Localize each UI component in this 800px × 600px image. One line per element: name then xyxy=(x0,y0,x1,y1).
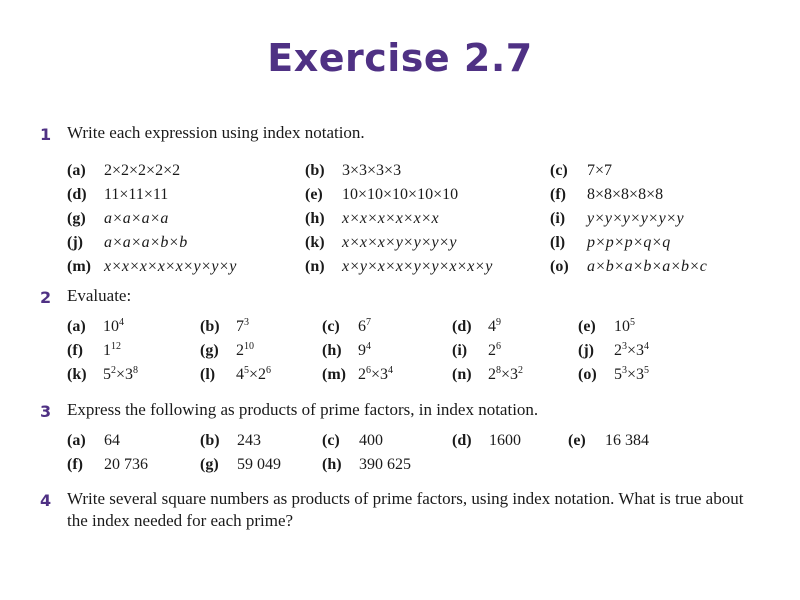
item-power-expression xyxy=(614,342,649,360)
exercise-item xyxy=(200,318,249,336)
power-base: 6 xyxy=(358,318,366,335)
item-expression: 2×2×2×2×2 xyxy=(104,162,181,179)
exercise-item xyxy=(550,210,684,228)
item-expression: x×x×x×y×y×y×y xyxy=(342,234,457,251)
exercise-item xyxy=(200,456,281,474)
exercise-item xyxy=(67,186,168,204)
item-label: (a) xyxy=(67,432,86,449)
item-power-expression xyxy=(488,318,501,336)
exercise-item xyxy=(452,432,521,450)
power-exponent: 2 xyxy=(111,365,116,376)
item-expression: x×x×x×x×x×x xyxy=(342,210,439,227)
power-exponent: 5 xyxy=(630,317,635,328)
power-exponent: 10 xyxy=(244,341,254,352)
exercise-item xyxy=(305,186,458,204)
item-number: 20 736 xyxy=(104,456,148,473)
times-sign: × xyxy=(627,366,637,383)
item-label: (g) xyxy=(200,456,219,473)
item-power-expression xyxy=(358,342,371,360)
page-title: Exercise 2.7 xyxy=(267,36,533,80)
power-exponent: 4 xyxy=(388,365,394,376)
item-expression: a×a×a×a xyxy=(104,210,169,227)
item-number: 16 384 xyxy=(605,432,649,449)
power-base: 1 xyxy=(103,342,111,359)
power-base: 4 xyxy=(236,366,244,383)
item-power-expression xyxy=(103,318,124,336)
item-label: (c) xyxy=(550,162,568,179)
item-label: (j) xyxy=(578,342,594,359)
item-label: (e) xyxy=(578,318,596,335)
item-label: (k) xyxy=(67,366,87,383)
item-power-expression xyxy=(236,342,254,360)
exercise-item xyxy=(305,258,492,276)
question-4-number: 4 xyxy=(40,491,52,510)
item-number: 390 625 xyxy=(359,456,411,473)
item-number: 243 xyxy=(237,432,261,449)
item-power-expression xyxy=(488,342,501,360)
exercise-item xyxy=(67,366,138,384)
item-number: 64 xyxy=(104,432,120,449)
item-power-expression xyxy=(236,366,271,384)
item-label: (a) xyxy=(67,318,86,335)
exercise-item xyxy=(67,234,187,252)
item-expression: x×x×x×x×x×y×y×y xyxy=(104,258,237,275)
exercise-item xyxy=(578,318,635,336)
item-label: (i) xyxy=(452,342,468,359)
exercise-item xyxy=(568,432,649,450)
power-base: 9 xyxy=(358,342,366,359)
power-base: 2 xyxy=(258,366,267,383)
exercise-item xyxy=(550,162,612,180)
item-label: (h) xyxy=(322,342,342,359)
power-base: 2 xyxy=(236,342,244,359)
item-power-expression xyxy=(358,366,393,384)
power-base: 3 xyxy=(510,366,519,383)
item-label: (h) xyxy=(322,456,342,473)
item-label: (l) xyxy=(200,366,216,383)
item-expression: 7×7 xyxy=(587,162,613,179)
power-exponent: 9 xyxy=(496,317,501,328)
item-label: (d) xyxy=(67,186,87,203)
item-expression: p×p×p×q×q xyxy=(587,234,671,251)
power-base: 2 xyxy=(488,366,496,383)
power-exponent: 7 xyxy=(366,317,371,328)
exercise-item xyxy=(550,186,663,204)
power-exponent: 3 xyxy=(622,365,627,376)
item-label: (a) xyxy=(67,162,86,179)
power-base: 2 xyxy=(488,342,496,359)
exercise-item xyxy=(67,342,121,360)
times-sign: × xyxy=(116,366,126,383)
item-label: (d) xyxy=(452,432,472,449)
power-exponent: 3 xyxy=(244,317,249,328)
exercise-item xyxy=(322,318,371,336)
power-exponent: 2 xyxy=(518,365,524,376)
item-label: (b) xyxy=(305,162,325,179)
exercise-item xyxy=(578,342,649,360)
item-expression: a×b×a×b×a×b×c xyxy=(587,258,707,275)
item-power-expression xyxy=(358,318,371,336)
item-label: (c) xyxy=(322,318,340,335)
exercise-item xyxy=(305,162,401,180)
exercise-item xyxy=(322,456,411,474)
exercise-item xyxy=(322,366,393,384)
item-label: (o) xyxy=(578,366,597,383)
question-4-text: Write several square numbers as products of prime factors, using index notation. What is true about the index needed for each prime? xyxy=(67,489,744,530)
power-exponent: 6 xyxy=(496,341,501,352)
exercise-item xyxy=(578,366,649,384)
item-power-expression xyxy=(236,318,249,336)
item-label: (e) xyxy=(305,186,323,203)
times-sign: × xyxy=(371,366,381,383)
item-label: (o) xyxy=(550,258,569,275)
power-base: 3 xyxy=(380,366,389,383)
power-exponent: 6 xyxy=(366,365,371,376)
exercise-item xyxy=(452,318,501,336)
exercise-item xyxy=(305,210,439,228)
exercise-item xyxy=(67,456,148,474)
question-1-number: 1 xyxy=(40,125,52,144)
item-label: (l) xyxy=(550,234,566,251)
item-label: (m) xyxy=(322,366,346,383)
item-expression: a×a×a×b×b xyxy=(104,234,188,251)
exercise-item xyxy=(550,234,670,252)
item-power-expression xyxy=(614,318,635,336)
times-sign: × xyxy=(501,366,511,383)
item-label: (m) xyxy=(67,258,91,275)
item-label: (g) xyxy=(67,210,86,227)
exercise-item xyxy=(200,366,271,384)
times-sign: × xyxy=(249,366,259,383)
power-base: 5 xyxy=(103,366,111,383)
item-label: (g) xyxy=(200,342,219,359)
item-label: (e) xyxy=(568,432,586,449)
power-exponent: 4 xyxy=(119,317,124,328)
question-2-number: 2 xyxy=(40,288,52,307)
exercise-item xyxy=(322,342,371,360)
item-expression: y×y×y×y×y×y xyxy=(587,210,684,227)
item-number: 59 049 xyxy=(237,456,281,473)
item-label: (f) xyxy=(67,342,83,359)
item-label: (c) xyxy=(322,432,340,449)
exercise-item xyxy=(67,162,180,180)
exercise-item xyxy=(200,432,261,450)
item-expression: 10×10×10×10×10 xyxy=(342,186,459,203)
power-exponent: 12 xyxy=(111,341,121,352)
power-exponent: 8 xyxy=(133,365,139,376)
power-base: 2 xyxy=(614,342,622,359)
question-1-text: Write each expression using index notation. xyxy=(67,123,365,142)
exercise-item xyxy=(452,342,501,360)
exercise-item xyxy=(305,234,457,252)
item-label: (n) xyxy=(452,366,472,383)
question-3-number: 3 xyxy=(40,402,52,421)
power-base: 2 xyxy=(358,366,366,383)
power-exponent: 5 xyxy=(244,365,249,376)
exercise-item xyxy=(67,432,120,450)
item-label: (d) xyxy=(452,318,472,335)
exercise-item xyxy=(550,258,707,276)
item-label: (k) xyxy=(305,234,325,251)
exercise-item xyxy=(322,432,383,450)
item-power-expression xyxy=(488,366,523,384)
power-base: 4 xyxy=(488,318,496,335)
exercise-item xyxy=(67,258,236,276)
exercise-item xyxy=(67,210,168,228)
power-exponent: 3 xyxy=(622,341,627,352)
item-label: (f) xyxy=(67,456,83,473)
item-label: (f) xyxy=(550,186,566,203)
power-exponent: 4 xyxy=(366,341,371,352)
power-base: 10 xyxy=(103,318,119,335)
item-label: (b) xyxy=(200,318,220,335)
exercise-item xyxy=(200,342,254,360)
power-exponent: 8 xyxy=(496,365,501,376)
exercise-item xyxy=(452,366,523,384)
power-base: 10 xyxy=(614,318,630,335)
item-number: 400 xyxy=(359,432,383,449)
question-3-text: Express the following as products of prime factors, in index notation. xyxy=(67,400,539,419)
item-label: (j) xyxy=(67,234,83,251)
item-label: (h) xyxy=(305,210,325,227)
power-base: 7 xyxy=(236,318,244,335)
item-label: (b) xyxy=(200,432,220,449)
exercise-item xyxy=(67,318,124,336)
power-base: 3 xyxy=(636,366,645,383)
item-power-expression xyxy=(103,366,138,384)
item-expression: x×y×x×x×y×y×x×x×y xyxy=(342,258,493,275)
item-power-expression xyxy=(614,366,649,384)
power-base: 5 xyxy=(614,366,622,383)
question-2-text: Evaluate: xyxy=(67,286,132,305)
item-power-expression xyxy=(103,342,121,360)
power-exponent: 6 xyxy=(266,365,272,376)
item-expression: 8×8×8×8×8 xyxy=(587,186,664,203)
power-base: 3 xyxy=(125,366,134,383)
times-sign: × xyxy=(627,342,637,359)
power-exponent: 5 xyxy=(644,365,650,376)
item-expression: 3×3×3×3 xyxy=(342,162,402,179)
item-number: 1600 xyxy=(489,432,521,449)
power-exponent: 4 xyxy=(644,341,650,352)
item-label: (n) xyxy=(305,258,325,275)
power-base: 3 xyxy=(636,342,645,359)
item-expression: 11×11×11 xyxy=(104,186,169,203)
item-label: (i) xyxy=(550,210,566,227)
